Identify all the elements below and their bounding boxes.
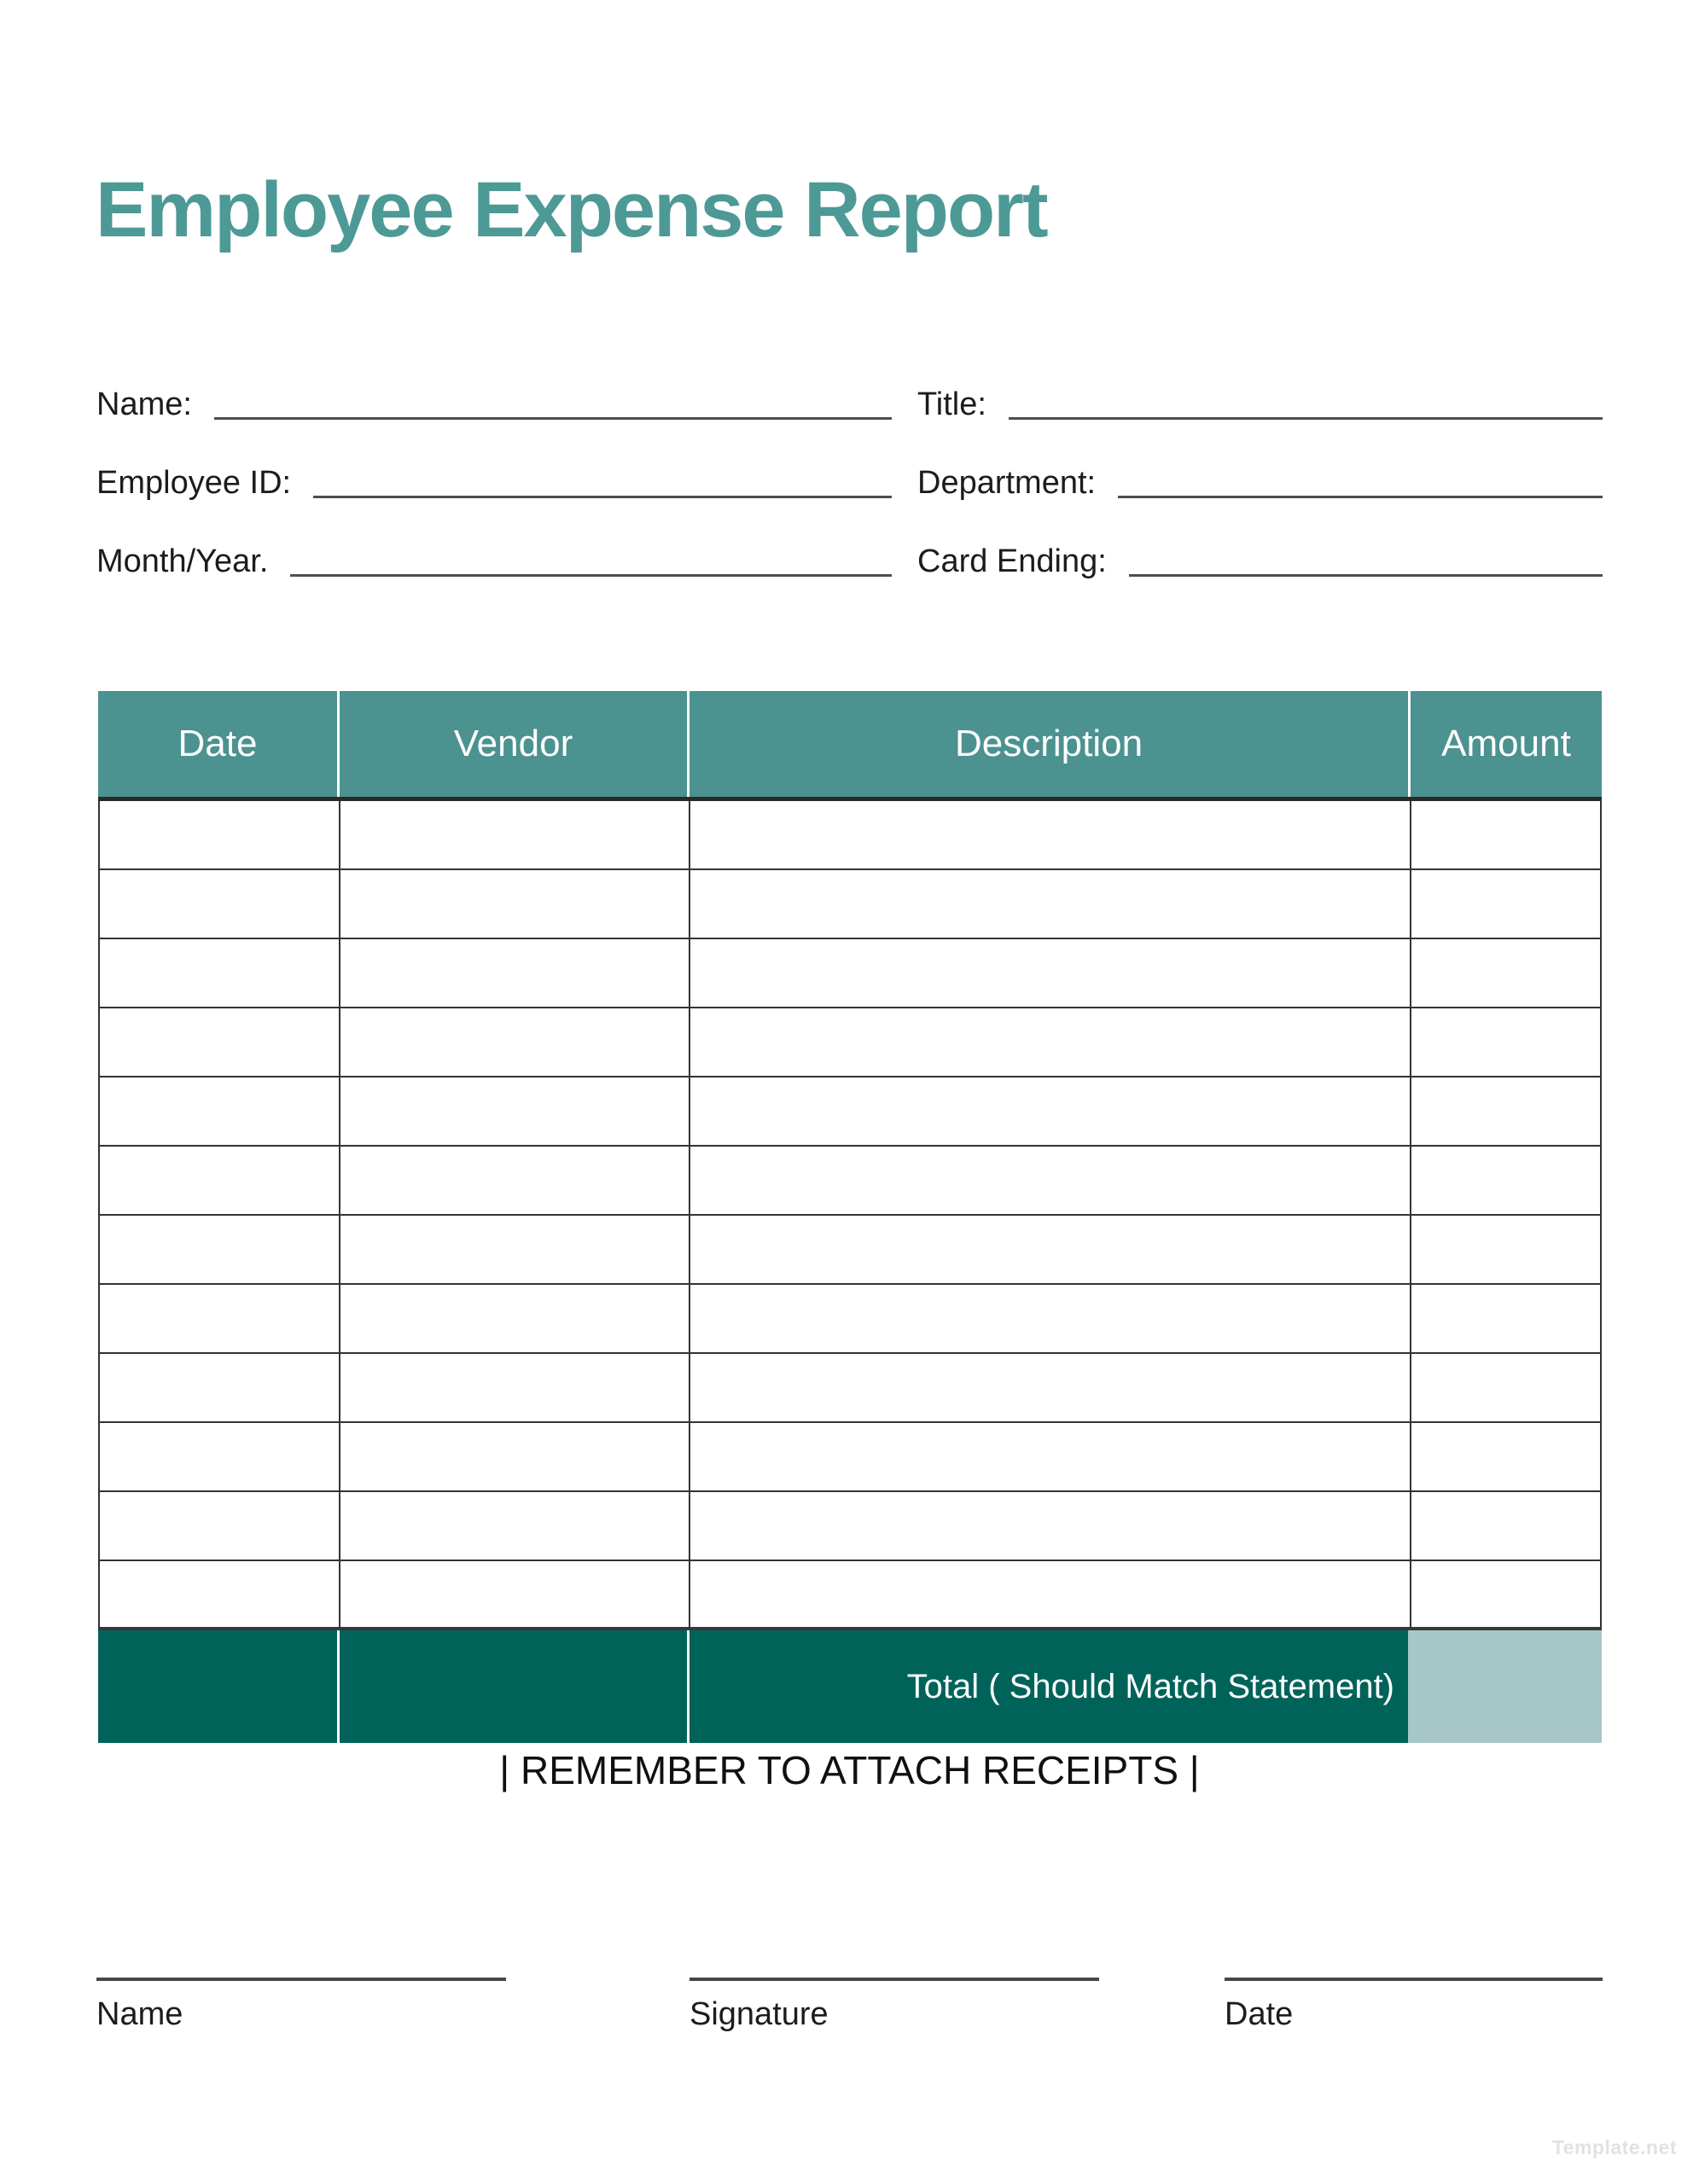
attach-receipts-reminder: | REMEMBER TO ATTACH RECEIPTS |	[499, 1748, 1200, 1792]
department-field-row	[917, 444, 1603, 522]
table-cell-description[interactable]	[689, 1492, 1410, 1560]
signature-date-blank[interactable]	[1225, 1978, 1603, 1981]
table-cell-description[interactable]	[689, 801, 1410, 868]
table-cell-description[interactable]	[689, 1354, 1410, 1421]
header-fields	[96, 365, 1603, 601]
signature-date-block	[1225, 1978, 1603, 2033]
table-cell-amount[interactable]	[1410, 1423, 1600, 1490]
name-field-row	[96, 365, 892, 444]
table-cell-description[interactable]	[689, 1147, 1410, 1214]
signature-name-blank[interactable]	[96, 1978, 506, 1981]
total-row-label: Total ( Should Match Statement)	[687, 1630, 1408, 1743]
signature-date-label: Date	[1225, 1996, 1294, 2032]
header-fields-right-column	[917, 365, 1603, 601]
table-row	[100, 1423, 1600, 1492]
month-year-field-label: Month/Year.	[96, 543, 269, 579]
column-header-vendor: Vendor	[337, 691, 687, 797]
table-cell-description[interactable]	[689, 1216, 1410, 1283]
table-cell-vendor[interactable]	[339, 1077, 689, 1145]
table-cell-amount[interactable]	[1410, 1561, 1600, 1627]
card-ending-field-blank[interactable]	[1129, 574, 1603, 577]
column-header-amount: Amount	[1408, 691, 1602, 797]
table-row	[100, 1147, 1600, 1216]
template-net-watermark: Template.net	[1551, 2136, 1677, 2158]
table-cell-amount[interactable]	[1410, 1147, 1600, 1214]
title-field-row	[917, 365, 1603, 444]
table-cell-amount[interactable]	[1410, 1285, 1600, 1352]
employee-id-field-blank[interactable]	[313, 496, 892, 498]
table-cell-date[interactable]	[100, 939, 339, 1007]
table-cell-vendor[interactable]	[339, 1354, 689, 1421]
total-row-date-cell	[98, 1630, 337, 1743]
table-cell-amount[interactable]	[1410, 1354, 1600, 1421]
total-row-vendor-cell	[337, 1630, 687, 1743]
employee-id-field-row	[96, 444, 892, 522]
title-field-label: Title:	[917, 386, 986, 422]
department-field-label: Department:	[917, 464, 1097, 501]
table-cell-description[interactable]	[689, 1285, 1410, 1352]
table-cell-date[interactable]	[100, 1285, 339, 1352]
table-cell-vendor[interactable]	[339, 801, 689, 868]
month-year-field-blank[interactable]	[290, 574, 892, 577]
table-row	[100, 801, 1600, 870]
table-row	[100, 1285, 1600, 1354]
table-cell-description[interactable]	[689, 939, 1410, 1007]
page-title: Employee Expense Report	[96, 166, 1047, 253]
expense-table	[98, 691, 1602, 1743]
expense-table-body	[98, 801, 1602, 1630]
table-row	[100, 1492, 1600, 1561]
table-cell-vendor[interactable]	[339, 870, 689, 938]
table-cell-vendor[interactable]	[339, 1216, 689, 1283]
column-header-description: Description	[687, 691, 1408, 797]
table-cell-vendor[interactable]	[339, 1285, 689, 1352]
table-cell-date[interactable]	[100, 1216, 339, 1283]
table-row	[100, 1216, 1600, 1285]
employee-id-field-label: Employee ID:	[96, 464, 292, 501]
table-cell-date[interactable]	[100, 870, 339, 938]
table-cell-description[interactable]	[689, 1077, 1410, 1145]
column-header-date: Date	[177, 723, 258, 764]
name-field-blank[interactable]	[214, 417, 892, 420]
month-year-field-row	[96, 522, 892, 601]
table-cell-amount[interactable]	[1410, 870, 1600, 938]
signature-sign-label: Signature	[689, 1996, 829, 2032]
table-cell-vendor[interactable]	[339, 1423, 689, 1490]
table-cell-date[interactable]	[100, 1077, 339, 1145]
table-cell-description[interactable]	[689, 870, 1410, 938]
table-cell-vendor[interactable]	[339, 939, 689, 1007]
table-cell-date[interactable]	[100, 1492, 339, 1560]
name-field-label: Name:	[96, 386, 192, 422]
table-cell-vendor[interactable]	[339, 1561, 689, 1627]
table-row	[100, 1008, 1600, 1077]
table-cell-amount[interactable]	[1410, 1492, 1600, 1560]
table-cell-date[interactable]	[100, 1561, 339, 1627]
table-cell-amount[interactable]	[1410, 1216, 1600, 1283]
table-row	[100, 939, 1600, 1008]
table-row	[100, 1077, 1600, 1147]
table-cell-description[interactable]	[689, 1008, 1410, 1076]
signature-name-block	[96, 1978, 506, 2033]
table-cell-description[interactable]	[689, 1561, 1410, 1627]
expense-table-header	[98, 691, 1602, 801]
table-cell-amount[interactable]	[1410, 939, 1600, 1007]
title-field-blank[interactable]	[1009, 417, 1603, 420]
table-row	[100, 1354, 1600, 1423]
signature-name-label: Name	[96, 1996, 183, 2032]
table-cell-date[interactable]	[100, 1354, 339, 1421]
expense-table-total-row	[98, 1630, 1602, 1743]
table-cell-amount[interactable]	[1410, 1077, 1600, 1145]
department-field-blank[interactable]	[1118, 496, 1603, 498]
table-cell-amount[interactable]	[1410, 1008, 1600, 1076]
table-row	[100, 1561, 1600, 1630]
header-fields-left-column	[96, 365, 892, 601]
card-ending-field-row	[917, 522, 1603, 601]
table-cell-date[interactable]	[100, 1423, 339, 1490]
table-cell-vendor[interactable]	[339, 1008, 689, 1076]
table-cell-vendor[interactable]	[339, 1492, 689, 1560]
signature-sign-blank[interactable]	[689, 1978, 1099, 1981]
total-amount-cell[interactable]	[1408, 1630, 1602, 1743]
table-cell-vendor[interactable]	[339, 1147, 689, 1214]
table-cell-amount[interactable]	[1410, 801, 1600, 868]
signature-sign-block	[689, 1978, 1099, 2033]
signature-section	[96, 1978, 1603, 2088]
table-row	[100, 870, 1600, 939]
table-cell-description[interactable]	[689, 1423, 1410, 1490]
table-cell-date[interactable]	[100, 801, 339, 868]
table-cell-date[interactable]	[100, 1147, 339, 1214]
table-cell-date[interactable]	[100, 1008, 339, 1076]
card-ending-field-label: Card Ending:	[917, 543, 1107, 579]
